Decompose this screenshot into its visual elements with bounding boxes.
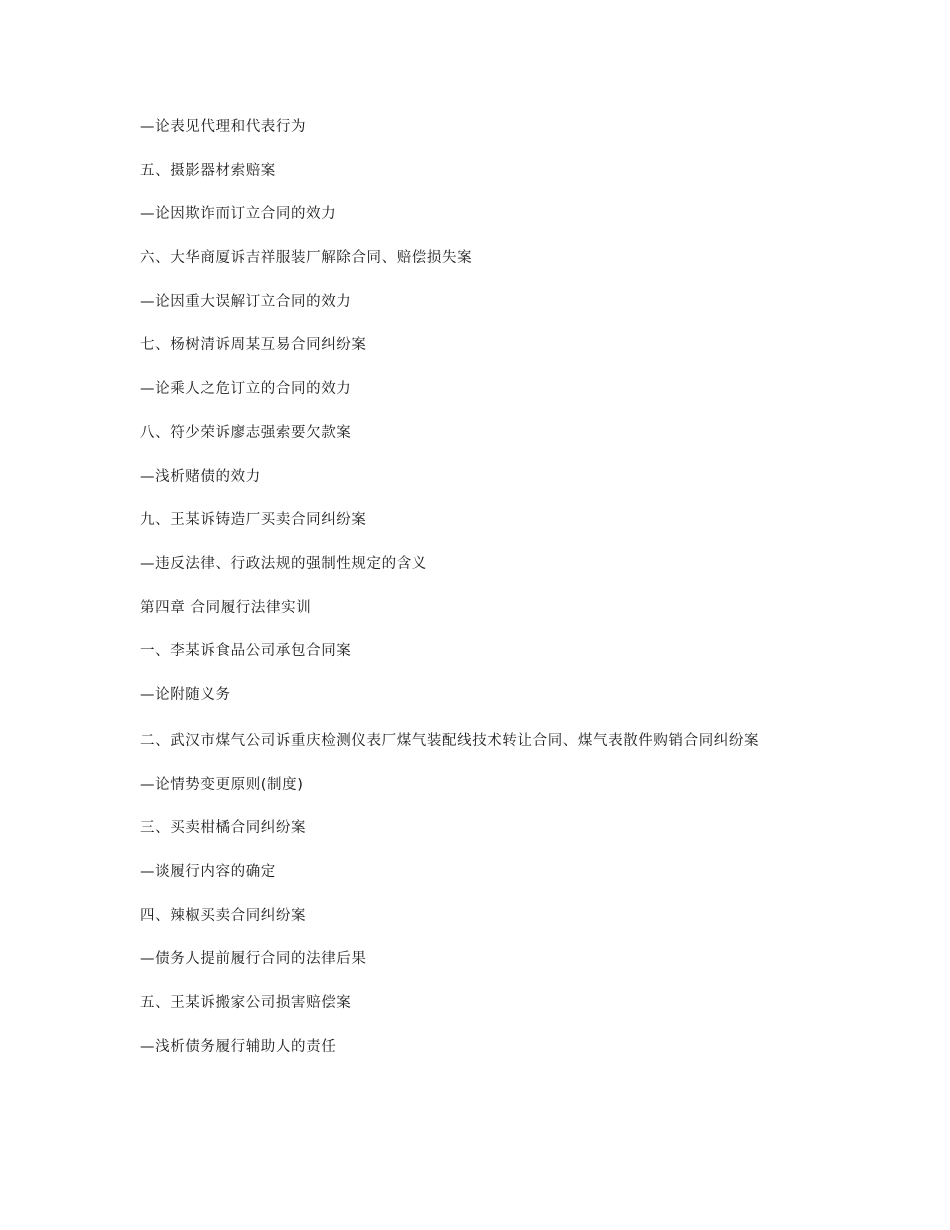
toc-subtitle-line: —浅析债务履行辅助人的责任 (140, 1038, 337, 1055)
toc-case-line: 八、符少荣诉廖志强索要欠款案 (140, 424, 352, 441)
toc-case-line: 三、买卖柑橘合同纠纷案 (140, 820, 307, 837)
toc-subtitle-line: —论因欺诈而订立合同的效力 (140, 206, 337, 223)
toc-subtitle-line: —违反法律、行政法规的强制性规定的含义 (140, 555, 427, 572)
toc-subtitle-line: —论情势变更原则(制度) (140, 776, 304, 793)
toc-case-line: 四、辣椒买卖合同纠纷案 (140, 907, 307, 924)
toc-case-line: 五、摄影器材索赔案 (140, 162, 276, 179)
toc-case-line: 六、大华商厦诉吉祥服装厂解除合同、赔偿损失案 (140, 250, 473, 267)
toc-subtitle-line: —浅析赌债的效力 (140, 468, 261, 485)
toc-subtitle-line: —论附随义务 (140, 686, 231, 703)
toc-case-line: 五、王某诉搬家公司损害赔偿案 (140, 995, 352, 1012)
toc-chapter-heading: 第四章 合同履行法律实训 (140, 599, 312, 616)
toc-subtitle-line: —论乘人之危订立的合同的效力 (140, 381, 352, 398)
toc-subtitle-line: —谈履行内容的确定 (140, 864, 276, 880)
toc-subtitle-line: —论因重大误解订立合同的效力 (140, 293, 352, 310)
toc-case-line: 九、王某诉铸造厂买卖合同纠纷案 (140, 512, 367, 529)
toc-case-line: 一、李某诉食品公司承包合同案 (140, 643, 352, 660)
toc-subtitle-line: —论表见代理和代表行为 (140, 119, 307, 135)
toc-subtitle-line: —债务人提前履行合同的法律后果 (140, 951, 367, 968)
toc-case-line: 二、武汉市煤气公司诉重庆检测仪表厂煤气装配线技术转让合同、煤气表散件购销合同纠纷案 (140, 732, 760, 749)
toc-case-line: 七、杨树清诉周某互易合同纠纷案 (140, 337, 367, 354)
table-of-contents (140, 117, 820, 1080)
